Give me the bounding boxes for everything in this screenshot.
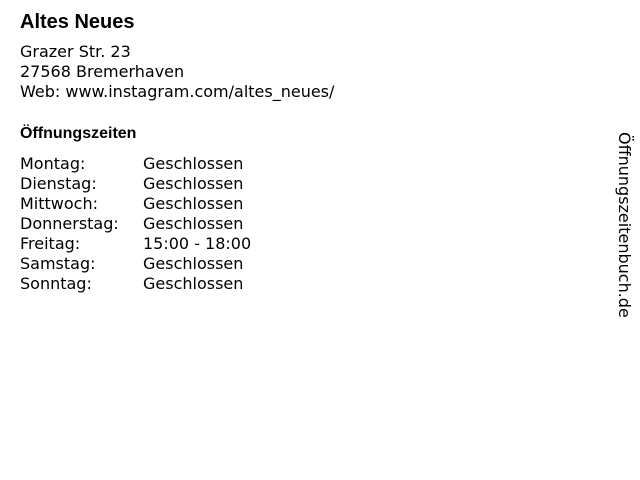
business-card xyxy=(20,10,600,294)
hours-day: Donnerstag: xyxy=(20,214,119,233)
hours-row-saturday xyxy=(20,254,600,274)
hours-time: Geschlossen xyxy=(143,214,244,233)
hours-time: Geschlossen xyxy=(143,194,244,213)
site-watermark: Öffnungszeitenbuch.de xyxy=(615,132,634,318)
hours-time: Geschlossen xyxy=(143,154,244,173)
address-block xyxy=(20,42,600,102)
hours-day: Samstag: xyxy=(20,254,96,273)
hours-row-monday xyxy=(20,154,600,174)
hours-row-sunday xyxy=(20,274,600,294)
website-line[interactable]: Web: www.instagram.com/altes_neues/ xyxy=(20,82,335,101)
hours-time: Geschlossen xyxy=(143,254,244,273)
postal-city: 27568 Bremerhaven xyxy=(20,62,185,81)
hours-row-friday xyxy=(20,234,600,254)
opening-hours-heading: Öffnungszeiten xyxy=(20,125,137,142)
hours-time: 15:00 - 18:00 xyxy=(143,234,252,253)
street-address: Grazer Str. 23 xyxy=(20,42,131,61)
hours-day: Freitag: xyxy=(20,234,81,253)
hours-day: Dienstag: xyxy=(20,174,97,193)
business-name: Altes Neues xyxy=(20,11,135,33)
hours-day: Mittwoch: xyxy=(20,194,98,213)
hours-time: Geschlossen xyxy=(143,174,244,193)
hours-row-thursday xyxy=(20,214,600,234)
hours-row-wednesday xyxy=(20,194,600,214)
hours-time: Geschlossen xyxy=(143,274,244,293)
opening-hours-table xyxy=(20,154,600,294)
hours-row-tuesday xyxy=(20,174,600,194)
hours-day: Sonntag: xyxy=(20,274,92,293)
hours-day: Montag: xyxy=(20,154,86,173)
